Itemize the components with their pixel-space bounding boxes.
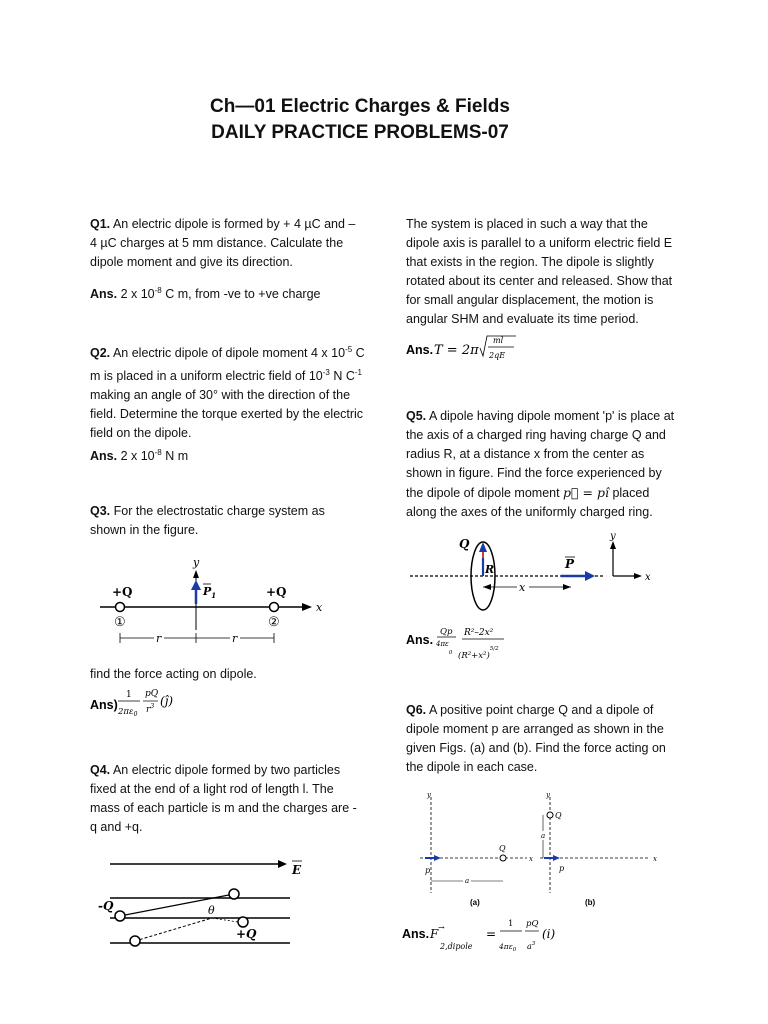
q5-y-axis: y xyxy=(610,531,616,542)
figure-q5 xyxy=(405,530,670,625)
answer-2-label: Ans. xyxy=(90,449,118,464)
q6-b-y: y xyxy=(546,791,550,799)
figure-q4 xyxy=(90,852,320,952)
answer-6-fden: $a^3$ xyxy=(527,941,536,951)
q6-fig-b-caption: (b) xyxy=(585,898,596,907)
q3-r-right: r xyxy=(232,632,238,645)
page-title: Ch—01 Electric Charges & Fields xyxy=(210,96,510,117)
q4-minus-q: -Q xyxy=(98,899,114,913)
q3-label-2: ② xyxy=(268,615,280,630)
answer-3-dir: (ĵ) xyxy=(160,694,174,708)
page-subtitle: DAILY PRACTICE PROBLEMS-07 xyxy=(211,122,509,143)
question-2-e2: -3 xyxy=(322,368,330,378)
question-3 xyxy=(90,502,360,540)
question-5 xyxy=(406,407,681,522)
question-6 xyxy=(406,701,681,777)
q6-fig-a-caption: (a) xyxy=(470,898,480,907)
answer-6-den: $4\pi\varepsilon_0$ xyxy=(499,942,517,953)
answer-5-den2: $(R^2+x^2)^{5/2}$ xyxy=(458,646,499,661)
answer-6 xyxy=(400,916,600,960)
answer-5-num1: Qp xyxy=(440,627,453,637)
q6-a-y: y xyxy=(427,791,431,799)
answer-3-den: $2\pi\varepsilon_0$ xyxy=(118,707,138,718)
q6-b-p: p xyxy=(559,864,565,873)
q4-theta: θ xyxy=(208,904,215,917)
question-3-text: For the electrostatic charge system as shown in the figure. xyxy=(90,504,325,537)
q5-q-label: Q xyxy=(459,537,470,551)
answer-3-num: 1 xyxy=(126,690,132,700)
question-3-label: Q3. xyxy=(90,504,111,518)
q5-p-label: P xyxy=(565,557,575,571)
answer-4 xyxy=(404,332,544,372)
question-5-t1: A dipole having dipole moment 'p' is place at the axis of a charged ring having charge Q and radius R, at a distance x from the center as shown in figure. Find the force experienced by the dipole of dipole moment xyxy=(406,409,675,500)
answer-4-den: 2qE xyxy=(489,351,506,360)
q6-b-q: Q xyxy=(555,811,562,820)
answer-6-num: 1 xyxy=(508,919,514,929)
question-2 xyxy=(90,340,365,443)
q6-b-x: x xyxy=(653,855,657,863)
answer-6-sub: 2,dipole xyxy=(440,942,473,951)
question-4-label: Q4. xyxy=(90,763,111,777)
answer-5-label: Ans. xyxy=(406,633,434,647)
answer-2-post: N m xyxy=(161,449,189,464)
question-2-t4: making an angle of 30° with the direction of the field. Determine the torque exerted by the electric field on the dipole. xyxy=(90,388,364,441)
answer-1-label: Ans. xyxy=(90,287,118,302)
answer-6-label: Ans. xyxy=(402,927,430,941)
answer-6-arrow: → xyxy=(438,923,445,932)
question-2-e3: -1 xyxy=(354,368,362,378)
answer-1-pre: 2 x 10 xyxy=(120,287,155,302)
question-2-t3: N C xyxy=(329,369,355,384)
figure-q6 xyxy=(415,785,665,910)
answer-5 xyxy=(404,624,554,666)
question-5-label: Q5. xyxy=(406,409,427,423)
q4-e-label: E xyxy=(292,863,302,877)
q6-a-dist: a xyxy=(465,877,470,885)
q6-b-dist: a xyxy=(541,832,546,840)
question-2-t2: C m is placed in a uniform electric field of 10 xyxy=(90,346,365,384)
q3-p-label: $P_1$ xyxy=(203,585,217,600)
question-4-continued: The system is placed in such a way that the dipole axis is parallel to a uniform electric field E that exists in the region. The dipole is slightly rotated about its center and released. Show that for small angular displacement, the motion is angular SHM and evaluate its time period. xyxy=(406,217,673,326)
question-5-t2: placed along the axes of the uniformly charged ring. xyxy=(406,486,653,519)
q6-a-x: x xyxy=(529,855,533,863)
question-6-label: Q6. xyxy=(406,703,427,717)
answer-1-exp: -8 xyxy=(154,286,162,295)
answer-3-fnum: pQ xyxy=(145,689,159,699)
q3-y-label: y xyxy=(193,556,200,569)
answer-4-label: Ans. xyxy=(406,343,434,357)
q5-x-label: x xyxy=(519,581,526,594)
answer-6-dir: (i) xyxy=(542,927,556,941)
answer-3-fden: $r^3$ xyxy=(146,703,155,715)
question-2-e1: -5 xyxy=(345,345,353,354)
answer-6-lhs: F xyxy=(430,927,439,941)
question-4-text: An electric dipole formed by two particles fixed at the end of a light rod of length l. The mass of each particle is m and the charges are -q and +q. xyxy=(90,763,357,834)
q4-plus-q: +Q xyxy=(236,927,257,941)
q6-a-q: Q xyxy=(499,844,506,853)
question-1-label: Q1. xyxy=(90,217,111,231)
answer-5-den1: $4\pi\varepsilon_0$ xyxy=(436,640,453,656)
q6-a-p: p xyxy=(425,866,431,875)
answer-2-pre: 2 x 10 xyxy=(120,449,155,464)
answer-1-post: C m, from -ve to +ve charge xyxy=(161,287,321,302)
q3-r-left: r xyxy=(156,632,162,645)
question-1 xyxy=(90,215,365,272)
question-2-label: Q2. xyxy=(90,346,111,361)
figure-q3 xyxy=(90,552,360,652)
question-2-t1: An electric dipole of dipole moment 4 x 10 xyxy=(112,346,346,361)
q5-r-label: R xyxy=(485,563,495,576)
q3-charge-right: +Q xyxy=(266,585,287,599)
answer-1 xyxy=(90,281,321,304)
question-3-after: find the force acting on dipole. xyxy=(90,667,257,681)
answer-2-exp: -8 xyxy=(154,448,162,457)
answer-4-num: ml xyxy=(493,336,504,345)
answer-5-num2: R²–2x² xyxy=(464,628,494,638)
question-4 xyxy=(90,761,362,837)
answer-3-label: Ans) xyxy=(90,698,118,712)
question-5-formula: p⃗ = pî xyxy=(563,485,609,500)
answer-6-eq: = xyxy=(486,927,497,941)
q3-x-label: x xyxy=(316,601,323,614)
answer-4-lhs: T = 2π xyxy=(434,343,479,358)
answer-6-fnum: pQ xyxy=(526,919,539,929)
q3-charge-left: +Q xyxy=(112,585,133,599)
answer-2 xyxy=(90,443,188,466)
question-1-text: An electric dipole is formed by + 4 µC and – 4 µC charges at 5 mm distance. Calculate the dipole moment and give its direction. xyxy=(90,217,356,269)
question-6-text: A positive point charge Q and a dipole of dipole moment p are arranged as shown in the given Figs. (a) and (b). Find the force acting on the dipole in each case. xyxy=(406,703,666,774)
q5-x-axis: x xyxy=(645,572,651,583)
q3-label-1: ① xyxy=(114,615,126,630)
answer-3 xyxy=(88,686,208,726)
